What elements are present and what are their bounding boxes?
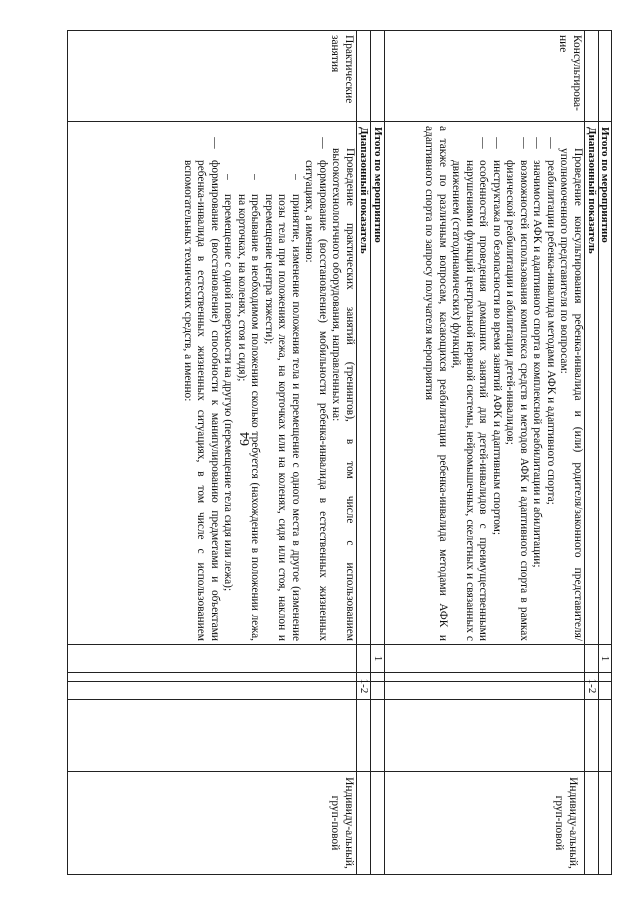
desc-item <box>490 126 504 641</box>
form-cell: Индивиду-альный, груп-повой <box>553 777 579 869</box>
hyphen-glyph: – <box>290 174 302 180</box>
diap-value: 1-2 <box>586 678 598 694</box>
measure-name: Консультирова-ние <box>557 35 583 111</box>
dash-glyph: — <box>209 137 221 149</box>
col-divider <box>68 644 611 645</box>
col-divider <box>68 672 611 673</box>
desc-item <box>544 126 558 641</box>
measure-name: Практические занятия <box>329 35 355 104</box>
col-divider <box>68 681 611 682</box>
desc-item-text: инструктажа по безопасности во время занятий АФК и адаптивным спортом; <box>491 160 503 536</box>
desc-subitem-text: принятие, изменение положения тела и перемещение с одного места в другое (изменение позы тела при положениях лежа, на корточках или на коленях, сидя или стоя, наклон и перемещение центра тяжести); <box>263 194 302 641</box>
dash-glyph: — <box>518 137 530 149</box>
page-number: 64 <box>238 432 253 446</box>
form-cell: Индивиду-альный, груп-повой <box>329 777 355 869</box>
diap-label: Диапазонный показатель <box>358 127 370 254</box>
table-grid <box>67 30 612 875</box>
desc-subitem <box>262 126 303 641</box>
desc-subitem <box>221 126 235 641</box>
desc-item-text: особенностей проведения домашних занятий для детей-инвалидов с преимущественными нарушениями функций центральной нервной системы, нейромышечных, скелетных и связанных с движением (статодинамических) функций, <box>450 160 490 641</box>
desc-item-text: формирование (восстановление) способности к манипулированию предметами и объектами ребенка-инвалида в естественных жизненных ситуациях, в том числе с использованием вспомогательных технических средств, а именно: <box>182 160 221 641</box>
desc-item-text: формирование (восстановление) мобильности ребенка-инвалида в естественных жизненных ситуациях, а именно: <box>303 160 329 641</box>
desc-item-text: реабилитации ребенка-инвалида методами АФК и адаптивного спорта; <box>545 160 557 505</box>
desc-intro: Проведение практических занятий (тренингов), в том числе с использованием высокотехнологичного оборудования, направленных на: <box>330 148 356 641</box>
desc-item-text: возможностей использования комплекса средств и методов АФК и адаптивного спорта в рамках физической реабилитации и абилитации детей-инвалидов; <box>504 160 530 641</box>
desc-item <box>530 126 544 641</box>
rotated-table <box>67 30 612 875</box>
desc-item <box>181 126 222 641</box>
dash-glyph: — <box>491 137 503 149</box>
hyphen-glyph: – <box>222 174 235 180</box>
col-divider <box>68 699 611 700</box>
dash-glyph: — <box>477 137 490 149</box>
desc-item <box>302 126 329 641</box>
itogo-value: 1 <box>372 655 384 662</box>
itogo-label: Итого по мероприятию <box>599 127 611 243</box>
row-divider <box>384 31 385 874</box>
desc-subitem <box>235 126 262 641</box>
desc-intro: Проведение консультирования ребенка-инвалида и (или) родителя/законного представителя/уполномоченного представителя по вопросам: <box>558 148 584 641</box>
dash-glyph: — <box>531 137 544 149</box>
desc-outro: а также по различным вопросам, касающихся реабилитации ребенка-инвалида методами АФК и адаптивного спорта по запросу получателя мероприятия <box>423 126 449 641</box>
col-divider <box>68 121 611 122</box>
itogo-value: 1 <box>599 655 611 662</box>
dash-glyph: — <box>545 137 557 149</box>
hyphen-glyph: – <box>249 174 262 180</box>
desc-item-text: значимости АФК и адаптивного спорта в комплексной реабилитации и абилитации; <box>531 160 544 568</box>
desc-subitem-text: пребывание в необходимом положении сколько требуется (нахождение в положении лежа, на корточках, на коленях, стоя и сидя); <box>236 194 262 641</box>
desc-subitem-text: перемещение с одной поверхности на другую (перемещение тела сидя или лежа); <box>222 194 235 592</box>
desc-item <box>503 126 530 641</box>
diap-value: 1-2 <box>358 678 370 694</box>
desc-item <box>449 126 490 641</box>
itogo-label: Итого по мероприятию <box>372 127 384 243</box>
dash-glyph: — <box>317 137 329 149</box>
diap-label: Диапазонный показатель <box>586 127 598 254</box>
measure-description <box>386 126 584 641</box>
measure-description <box>70 126 356 641</box>
col-divider <box>68 771 611 772</box>
